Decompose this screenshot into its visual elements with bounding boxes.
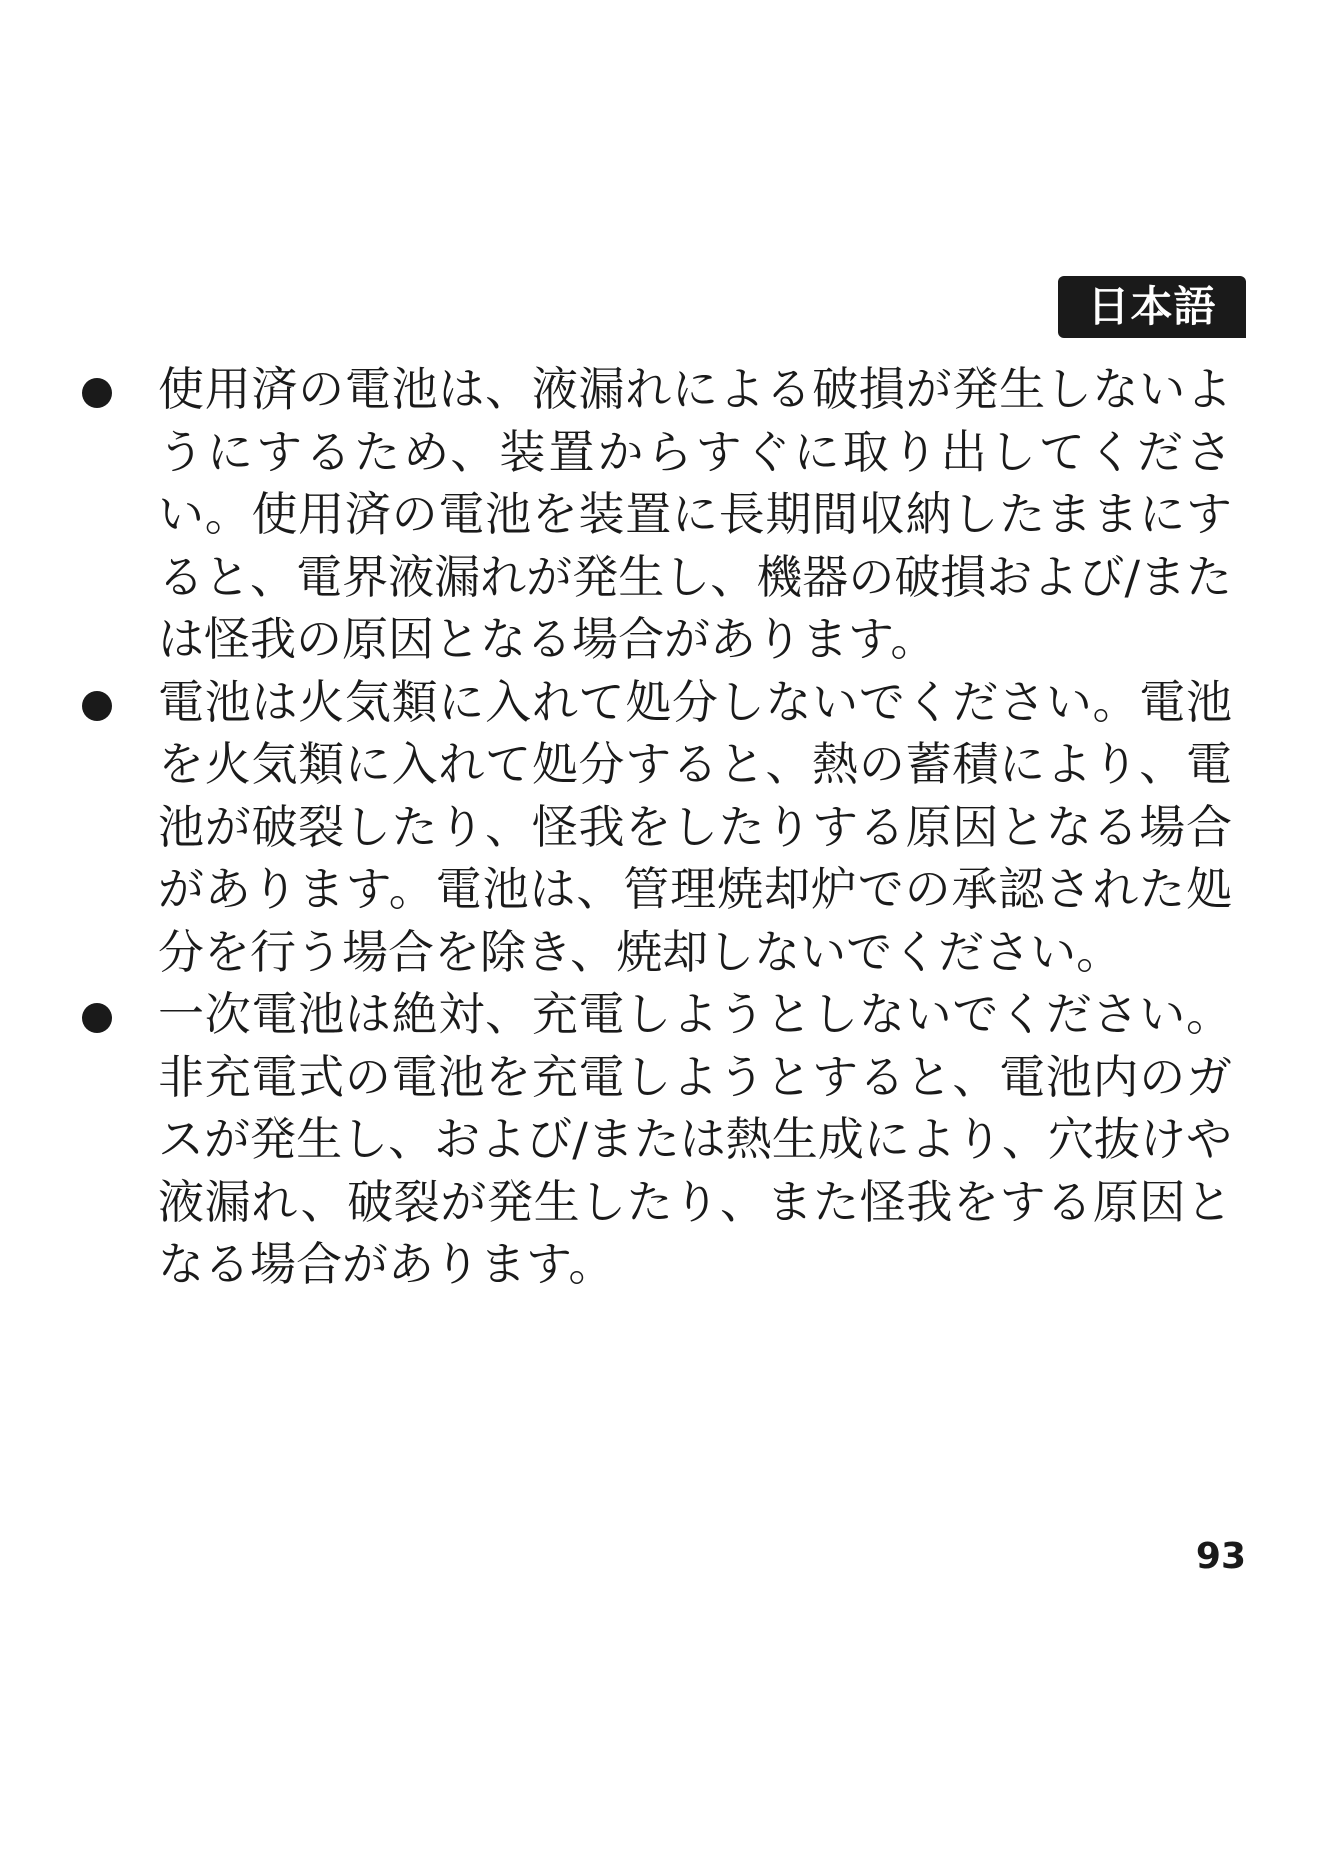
list-item xyxy=(76,983,1256,1296)
bullet-icon xyxy=(76,671,158,733)
bullet-icon xyxy=(76,358,158,420)
warning-list xyxy=(76,358,1256,1296)
bullet-text: 一次電池は絶対、充電しようとしないでください。非充電式の電池を充電しようとすると、電池内のガスが発生し、および/または熱生成により、穴抜けや液漏れ、破裂が発生したり、また怪我をする原因となる場合があります。 xyxy=(158,987,1232,1291)
bullet-icon xyxy=(76,983,158,1045)
bullet-text: 使用済の電池は、液漏れによる破損が発生しないようにするため、装置からすぐに取り出してください。使用済の電池を装置に長期間収納したままにすると、電界液漏れが発生し、機器の破損および/または怪我の原因となる場合があります。 xyxy=(158,362,1232,666)
page-number: 93 xyxy=(1195,1536,1246,1577)
language-tab: 日本語 xyxy=(1058,276,1246,338)
list-item xyxy=(76,358,1256,671)
bullet-text: 電池は火気類に入れて処分しないでください。電池を火気類に入れて処分すると、熱の蓄積により、電池が破裂したり、怪我をしたりする原因となる場合があります。電池は、管理焼却炉での承認された処分を行う場合を除き、焼却しないでください。 xyxy=(158,674,1232,979)
list-item xyxy=(76,671,1256,984)
